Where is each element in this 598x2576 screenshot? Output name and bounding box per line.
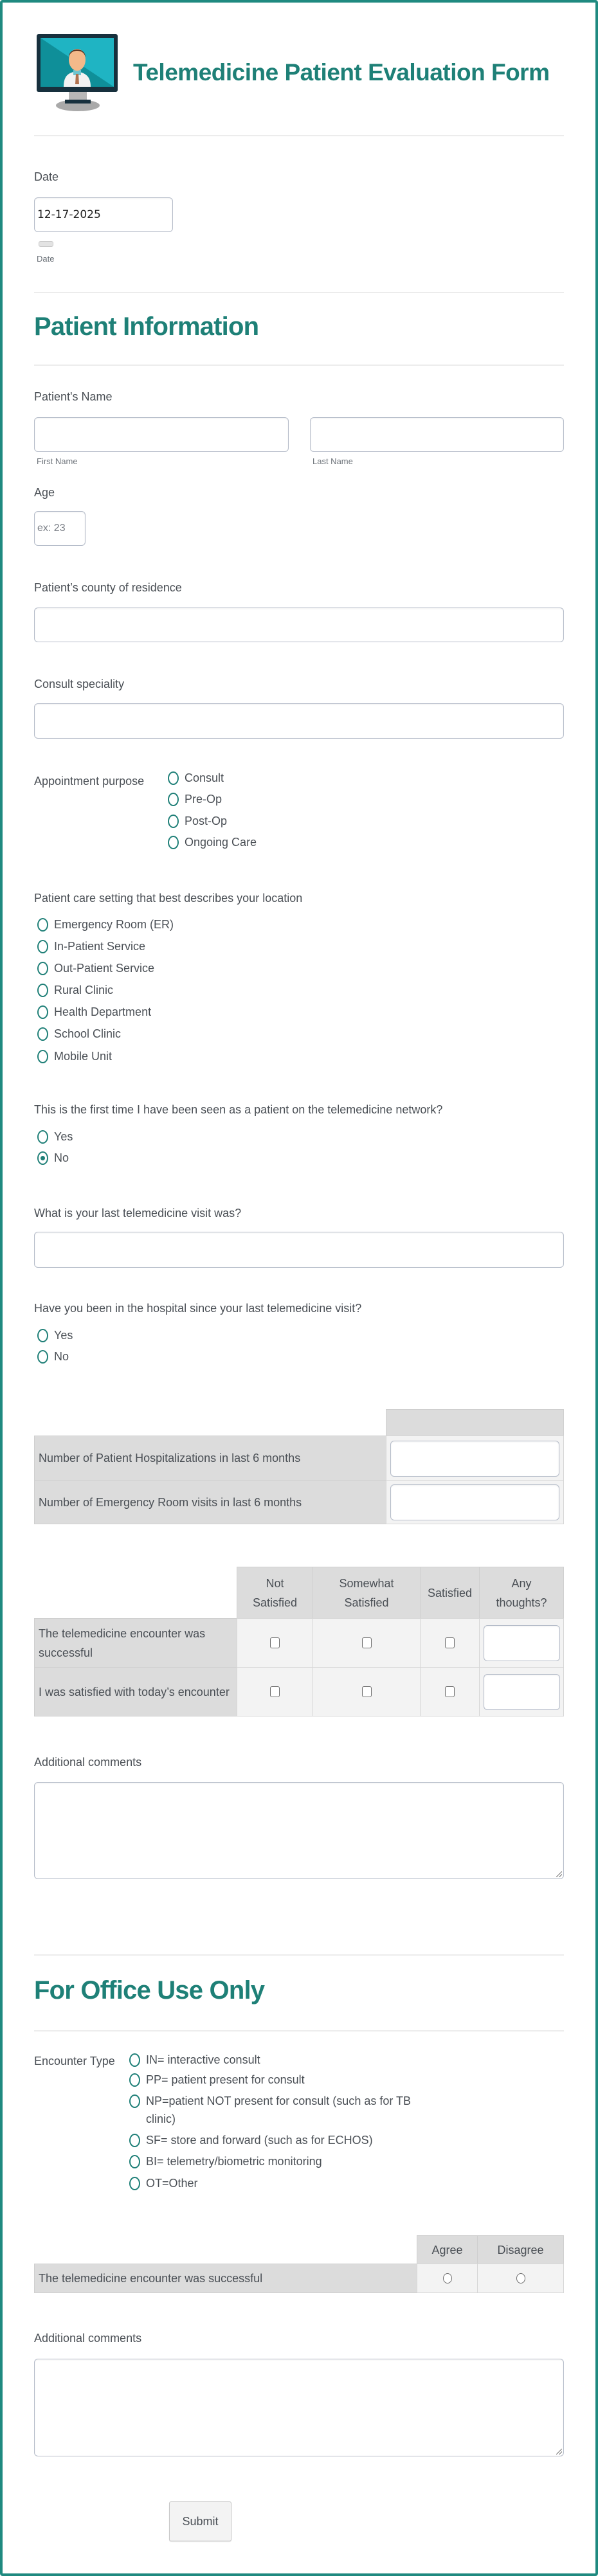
radio-option-school-clinic[interactable]: School Clinic (37, 1027, 121, 1041)
er-visits-count-input[interactable] (390, 1484, 559, 1520)
counts-row-label: Number of Emergency Room visits in last 6 months (34, 1480, 386, 1524)
radio-button[interactable] (37, 1130, 48, 1144)
age-label: Age (34, 486, 55, 499)
radio-option-in-patient[interactable]: In-Patient Service (37, 939, 145, 953)
radio-option-np[interactable]: NP=patient NOT present for consult (such as for TB clinic) (129, 2094, 444, 2128)
radio-option-post-op[interactable]: Post-Op (168, 814, 227, 828)
radio-button[interactable] (129, 2134, 140, 2147)
radio-button[interactable] (168, 771, 179, 785)
additional-comments-textarea[interactable] (34, 1782, 564, 1879)
radio-agree[interactable] (443, 2273, 452, 2283)
satisfaction-row-label: The telemedicine encounter was successful (34, 1618, 237, 1668)
date-input[interactable] (34, 197, 173, 232)
radio-button[interactable] (37, 1350, 48, 1364)
hospital-question-label: Have you been in the hospital since your last telemedicine visit? (34, 1302, 362, 1315)
resize-handle-icon[interactable] (556, 1871, 562, 1877)
matrix-cell (237, 1667, 313, 1716)
checkbox-satisfied[interactable] (445, 1637, 455, 1648)
radio-button[interactable] (37, 1050, 48, 1063)
last-name-input[interactable] (310, 417, 564, 452)
radio-button[interactable] (129, 2073, 140, 2087)
first-name-sublabel: First Name (37, 456, 78, 466)
counts-row-label: Number of Patient Hospitalizations in last 6 months (34, 1436, 386, 1481)
radio-button[interactable] (129, 2094, 140, 2108)
patient-name-label: Patient's Name (34, 390, 113, 403)
calendar-button[interactable] (39, 241, 53, 247)
date-value: 12-17-2025 (37, 208, 101, 221)
checkbox-somewhat-satisfied[interactable] (362, 1686, 372, 1697)
radio-option-out-patient[interactable]: Out-Patient Service (37, 961, 154, 975)
county-label: Patient’s county of residence (34, 581, 182, 594)
section-divider (34, 365, 564, 366)
first-time-question-label: This is the first time I have been seen as a patient on the telemedicine network? (34, 1103, 443, 1116)
matrix-cell (479, 1667, 564, 1716)
column-header-agree: Agree (417, 2235, 478, 2264)
first-name-input[interactable] (34, 417, 289, 452)
radio-option-mobile-unit[interactable]: Mobile Unit (37, 1049, 112, 1063)
radio-button[interactable] (168, 836, 179, 849)
radio-option-emergency-room[interactable]: Emergency Room (ER) (37, 917, 174, 932)
radio-option-yes[interactable]: Yes (37, 1130, 73, 1144)
thoughts-input[interactable] (484, 1625, 560, 1661)
appointment-purpose-label: Appointment purpose (34, 775, 145, 788)
radio-option-rural-clinic[interactable]: Rural Clinic (37, 983, 113, 997)
radio-option-no[interactable]: No (37, 1151, 69, 1165)
radio-button[interactable] (37, 962, 48, 975)
hospitalizations-count-input[interactable] (390, 1441, 559, 1477)
radio-option-in[interactable]: IN= interactive consult (129, 2053, 260, 2067)
column-header-somewhat-satisfied: Somewhat Satisfied (313, 1567, 421, 1619)
column-header-disagree: Disagree (477, 2235, 564, 2264)
radio-option-yes[interactable]: Yes (37, 1328, 73, 1342)
last-visit-label: What is your last telemedicine visit was? (34, 1207, 242, 1220)
column-header-any-thoughts: Any thoughts? (479, 1567, 564, 1619)
additional-comments-textarea[interactable] (34, 2359, 564, 2456)
radio-option-consult[interactable]: Consult (168, 771, 224, 785)
radio-option-health-department[interactable]: Health Department (37, 1005, 151, 1019)
matrix-cell (313, 1618, 421, 1668)
column-header-satisfied: Satisfied (420, 1567, 480, 1619)
checkbox-somewhat-satisfied[interactable] (362, 1637, 372, 1648)
radio-button[interactable] (37, 1329, 48, 1342)
form-title: Telemedicine Patient Evaluation Form (133, 59, 550, 86)
agree-row-label: The telemedicine encounter was successful (34, 2264, 417, 2293)
radio-option-pp[interactable]: PP= patient present for consult (129, 2073, 305, 2087)
last-visit-input[interactable] (34, 1232, 564, 1268)
radio-option-ot[interactable]: OT=Other (129, 2176, 198, 2190)
matrix-cell (420, 1618, 480, 1668)
counts-cell (386, 1436, 564, 1481)
matrix-cell (477, 2264, 564, 2293)
counts-table-header (386, 1409, 564, 1436)
radio-option-pre-op[interactable]: Pre-Op (168, 792, 222, 806)
care-setting-label: Patient care setting that best describes your location (34, 892, 303, 905)
radio-button[interactable] (37, 984, 48, 997)
satisfaction-row-label: I was satisfied with today’s encounter (34, 1667, 237, 1716)
radio-button[interactable] (129, 2155, 140, 2168)
radio-button[interactable] (129, 2053, 140, 2067)
date-sublabel: Date (37, 254, 55, 264)
matrix-cell (420, 1667, 480, 1716)
consult-speciality-input[interactable] (34, 703, 564, 739)
consult-speciality-label: Consult speciality (34, 678, 125, 690)
matrix-cell (237, 1618, 313, 1668)
section-divider (34, 2030, 564, 2031)
radio-button[interactable] (37, 1005, 48, 1019)
section-heading-patient-information: Patient Information (34, 312, 259, 341)
doctor-monitor-icon (35, 33, 119, 113)
last-name-sublabel: Last Name (313, 456, 353, 466)
header-divider (34, 135, 564, 136)
date-label: Date (34, 170, 59, 183)
counts-cell (386, 1480, 564, 1524)
radio-option-ongoing-care[interactable]: Ongoing Care (168, 835, 257, 849)
age-input[interactable] (34, 511, 86, 546)
radio-button[interactable] (37, 940, 48, 953)
radio-button[interactable] (168, 815, 179, 828)
county-input[interactable] (34, 608, 564, 642)
radio-button[interactable] (37, 1027, 48, 1041)
column-header-not-satisfied: Not Satisfied (237, 1567, 313, 1619)
checkbox-not-satisfied[interactable] (270, 1637, 280, 1648)
radio-button[interactable] (129, 2177, 140, 2190)
encounter-type-label: Encounter Type (34, 2055, 115, 2067)
matrix-cell (479, 1618, 564, 1668)
radio-option-bi[interactable]: BI= telemetry/biometric monitoring (129, 2154, 322, 2168)
thoughts-input[interactable] (484, 1674, 560, 1710)
checkbox-satisfied[interactable] (445, 1686, 455, 1697)
additional-comments-label: Additional comments (34, 2332, 142, 2345)
radio-button[interactable] (37, 918, 48, 932)
radio-button-checked[interactable] (37, 1151, 48, 1165)
submit-button[interactable]: Submit (169, 2501, 231, 2541)
age-placeholder: ex: 23 (37, 523, 66, 534)
matrix-cell (313, 1667, 421, 1716)
resize-handle-icon[interactable] (556, 2449, 562, 2454)
radio-button[interactable] (168, 793, 179, 806)
radio-option-no[interactable]: No (37, 1349, 69, 1364)
checkbox-not-satisfied[interactable] (270, 1686, 280, 1697)
radio-option-sf[interactable]: SF= store and forward (such as for ECHOS) (129, 2133, 373, 2147)
radio-disagree[interactable] (516, 2273, 525, 2283)
section-divider (34, 292, 564, 293)
matrix-cell (417, 2264, 478, 2293)
additional-comments-label: Additional comments (34, 1756, 142, 1769)
section-heading-office-use: For Office Use Only (34, 1976, 265, 2004)
section-divider (34, 1954, 564, 1956)
